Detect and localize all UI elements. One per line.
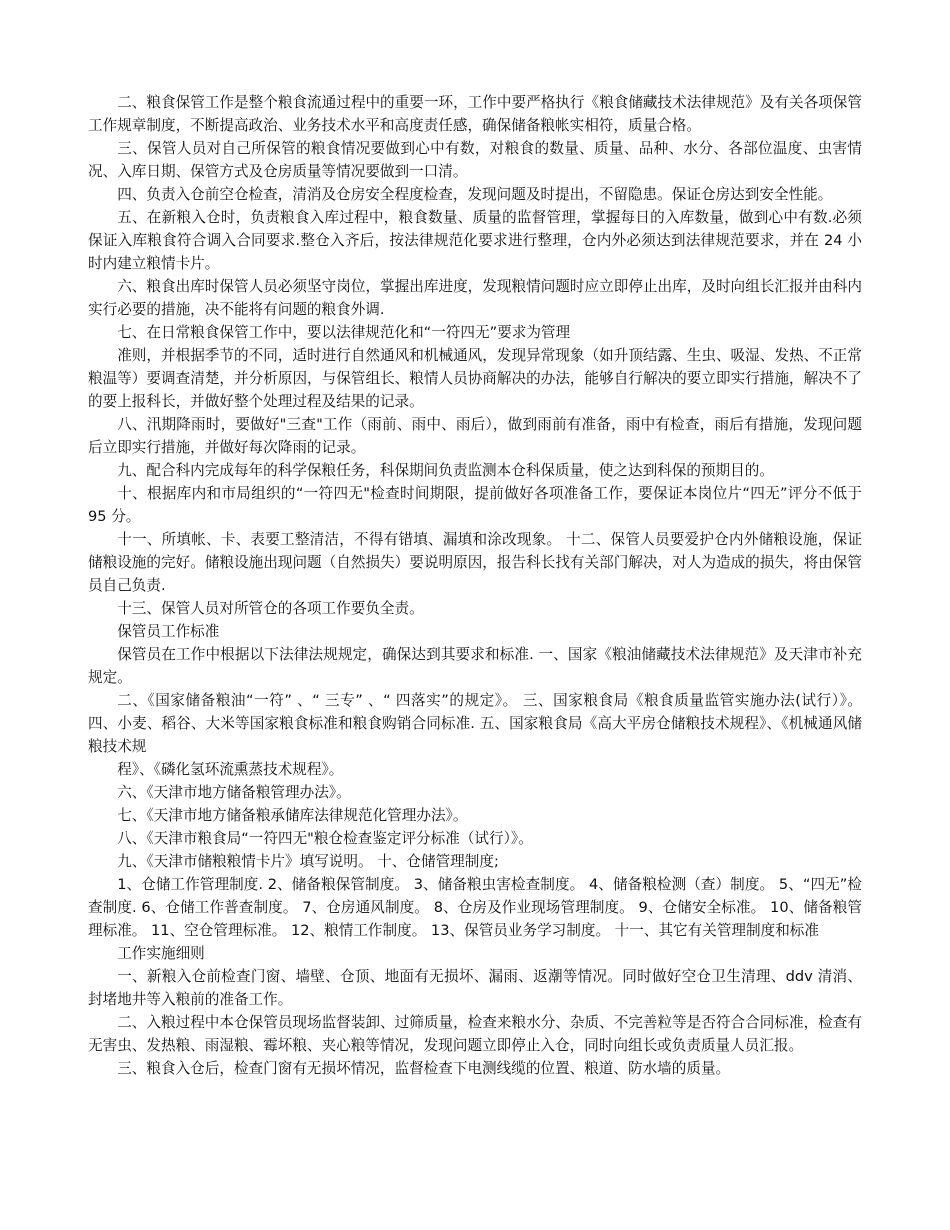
section-heading-work-standards: 保管员工作标准 <box>117 623 220 640</box>
paragraph-2-grain-custody: 二、粮食保管工作是整个粮食流通过程中的重要一环，工作中要严格执行《粮食储藏技术法律规范》及有关各项保管工作规章制度，不断提高政治、业务技术水平和高度责任感，确保储备粮帐实相符，质量合格。 <box>88 94 862 134</box>
paragraph-rule-2: 二、入粮过程中本仓保管员现场监督装卸、过筛质量，检查来粮水分、杂质、不完善粒等是否符合合同标准，检查有无害虫、发热粮、雨湿粮、霉坏粮、夹心粮等情况，发现问题立即停止入仓，同时向组长或负责质量人员汇报。 <box>88 1014 862 1054</box>
paragraph-standards-intro: 保管员在工作中根据以下法律法规规定，确保达到其要求和标准. 一、国家《粮油储藏技术法律规范》及天津市补充规定。 <box>88 646 862 686</box>
paragraph-storage-rules-list: 1、仓储工作管理制度. 2、储备粮保管制度。 3、储备粮虫害检查制度。 4、储备粮检测（查）制度。 5、“四无”检查制度. 6、仓储工作普查制度。 7、仓房通风制度。 8、仓房及作业现场管理制度。 9、仓储安全标准。 10、储备粮管理标准。 11、空仓管理标准。 12、粮情工作制度。 13、保管员业务学习制度。 十一、其它有关管理制度和标准 <box>88 876 862 939</box>
paragraph-8-flood-season: 八、汛期降雨时，要做好"三查"工作（雨前、雨中、雨后），做到雨前有准备，雨中有检查，雨后有措施，发现问题后立即实行措施，并做好每次降雨的记录。 <box>88 416 862 456</box>
paragraph-5-new-grain-intake: 五、在新粮入仓时，负责粮食入库过程中，粮食数量、质量的监督管理，掌握每日的入库数量，做到心中有数.必须保证入库粮食符合调入合同要求.整仓入齐后，按法律规范化要求进行整理，仓内外必须达到法律规范要求，并在 24 小时内建立粮情卡片。 <box>88 209 862 272</box>
paragraph-rule-3: 三、粮食入仓后，检查门窗有无损坏情况，监督检查下电测线缆的位置、粮道、防水墙的质量。 <box>117 1060 731 1077</box>
paragraph-7-daily-custody: 七、在日常粮食保管工作中，要以法律规范化和“一符四无”要求为管理 <box>117 324 571 341</box>
paragraph-13-full-responsibility: 十三、保管人员对所管仓的各项工作要负全责。 <box>117 600 424 617</box>
paragraph-standards-6: 六、《天津市地方储备粮管理办法》。 <box>117 784 351 801</box>
paragraph-rule-1: 一、新粮入仓前检查门窗、墙壁、仓顶、地面有无损坏、漏雨、返潮等情况。同时做好空仓卫生清理、ddv 清消、封堵地井等入粮前的准备工作。 <box>88 968 862 1008</box>
section-heading-implementation-rules: 工作实施细则 <box>117 945 205 962</box>
paragraph-standards-2-5: 二、《国家储备粮油“一符” 、“ 三专” 、“ 四落实”的规定》。 三、国家粮食局《粮食质量监管实施办法(试行）》。 四、小麦、稻谷、大米等国家粮食标准和粮食购销合同标准. 五、国家粮食局《高大平房仓储粮技术规程》、《机械通风储粮技术规 <box>88 692 862 755</box>
paragraph-standards-7: 七、《天津市地方储备粮承储库法律规范化管理办法》。 <box>117 807 468 824</box>
paragraph-standards-8: 八、《天津市粮食局“一符四无"粮仓检查鉴定评分标准（试行）》。 <box>117 830 533 847</box>
paragraph-standards-9-10: 九、《天津市储粮粮情卡片》填写说明。 十、仓储管理制度; <box>117 853 499 870</box>
paragraph-9-scientific-storage: 九、配合科内完成每年的科学保粮任务，科保期间负责监测本仓科保质量，使之达到科保的预期目的。 <box>117 462 774 479</box>
paragraph-4-empty-warehouse-check: 四、负责入仓前空仓检查，清消及仓房安全程度检查，发现问题及时提出，不留隐患。保证仓房达到安全性能。 <box>117 186 833 203</box>
paragraph-11-12-records-facilities: 十一、所填帐、卡、表要工整清洁，不得有错填、漏填和涂改现象。 十二、保管人员要爱护仓内外储粮设施，保证储粮设施的完好。储粮设施出现问题（自然损失）要说明原因，报告科长找有关部门解决，对人为造成的损失，将由保管员自己负责. <box>88 531 862 594</box>
paragraph-3-know-grain-status: 三、保管人员对自己所保管的粮食情况要做到心中有数，对粮食的数量、质量、品种、水分、各部位温度、虫害情况、入库日期、保管方式及仓房质量等情况要做到一口清。 <box>88 140 862 180</box>
paragraph-6-grain-outbound: 六、粮食出库时保管人员必须坚守岗位，掌握出库进度，发现粮情问题时应立即停止出库，及时向组长汇报并由科内实行必要的措施，决不能将有问题的粮食外调. <box>88 278 862 318</box>
paragraph-7-continued: 准则，并根据季节的不同，适时进行自然通风和机械通风，发现异常现象（如升顶结露、生虫、吸湿、发热、不正常粮温等）要调查清楚，并分析原因，与保管组长、粮情人员协商解决的办法，能够自行解决的要立即实行措施，解决不了的要上报科长，并做好整个处理过程及结果的记录。 <box>88 347 862 410</box>
paragraph-standards-5-continued: 程》、《磷化氢环流熏蒸技术规程》。 <box>117 761 344 778</box>
paragraph-10-inspection: 十、根据库内和市局组织的“一符四无"检查时间期限，提前做好各项准备工作，要保证本岗位片“四无”评分不低于 95 分。 <box>88 485 862 525</box>
